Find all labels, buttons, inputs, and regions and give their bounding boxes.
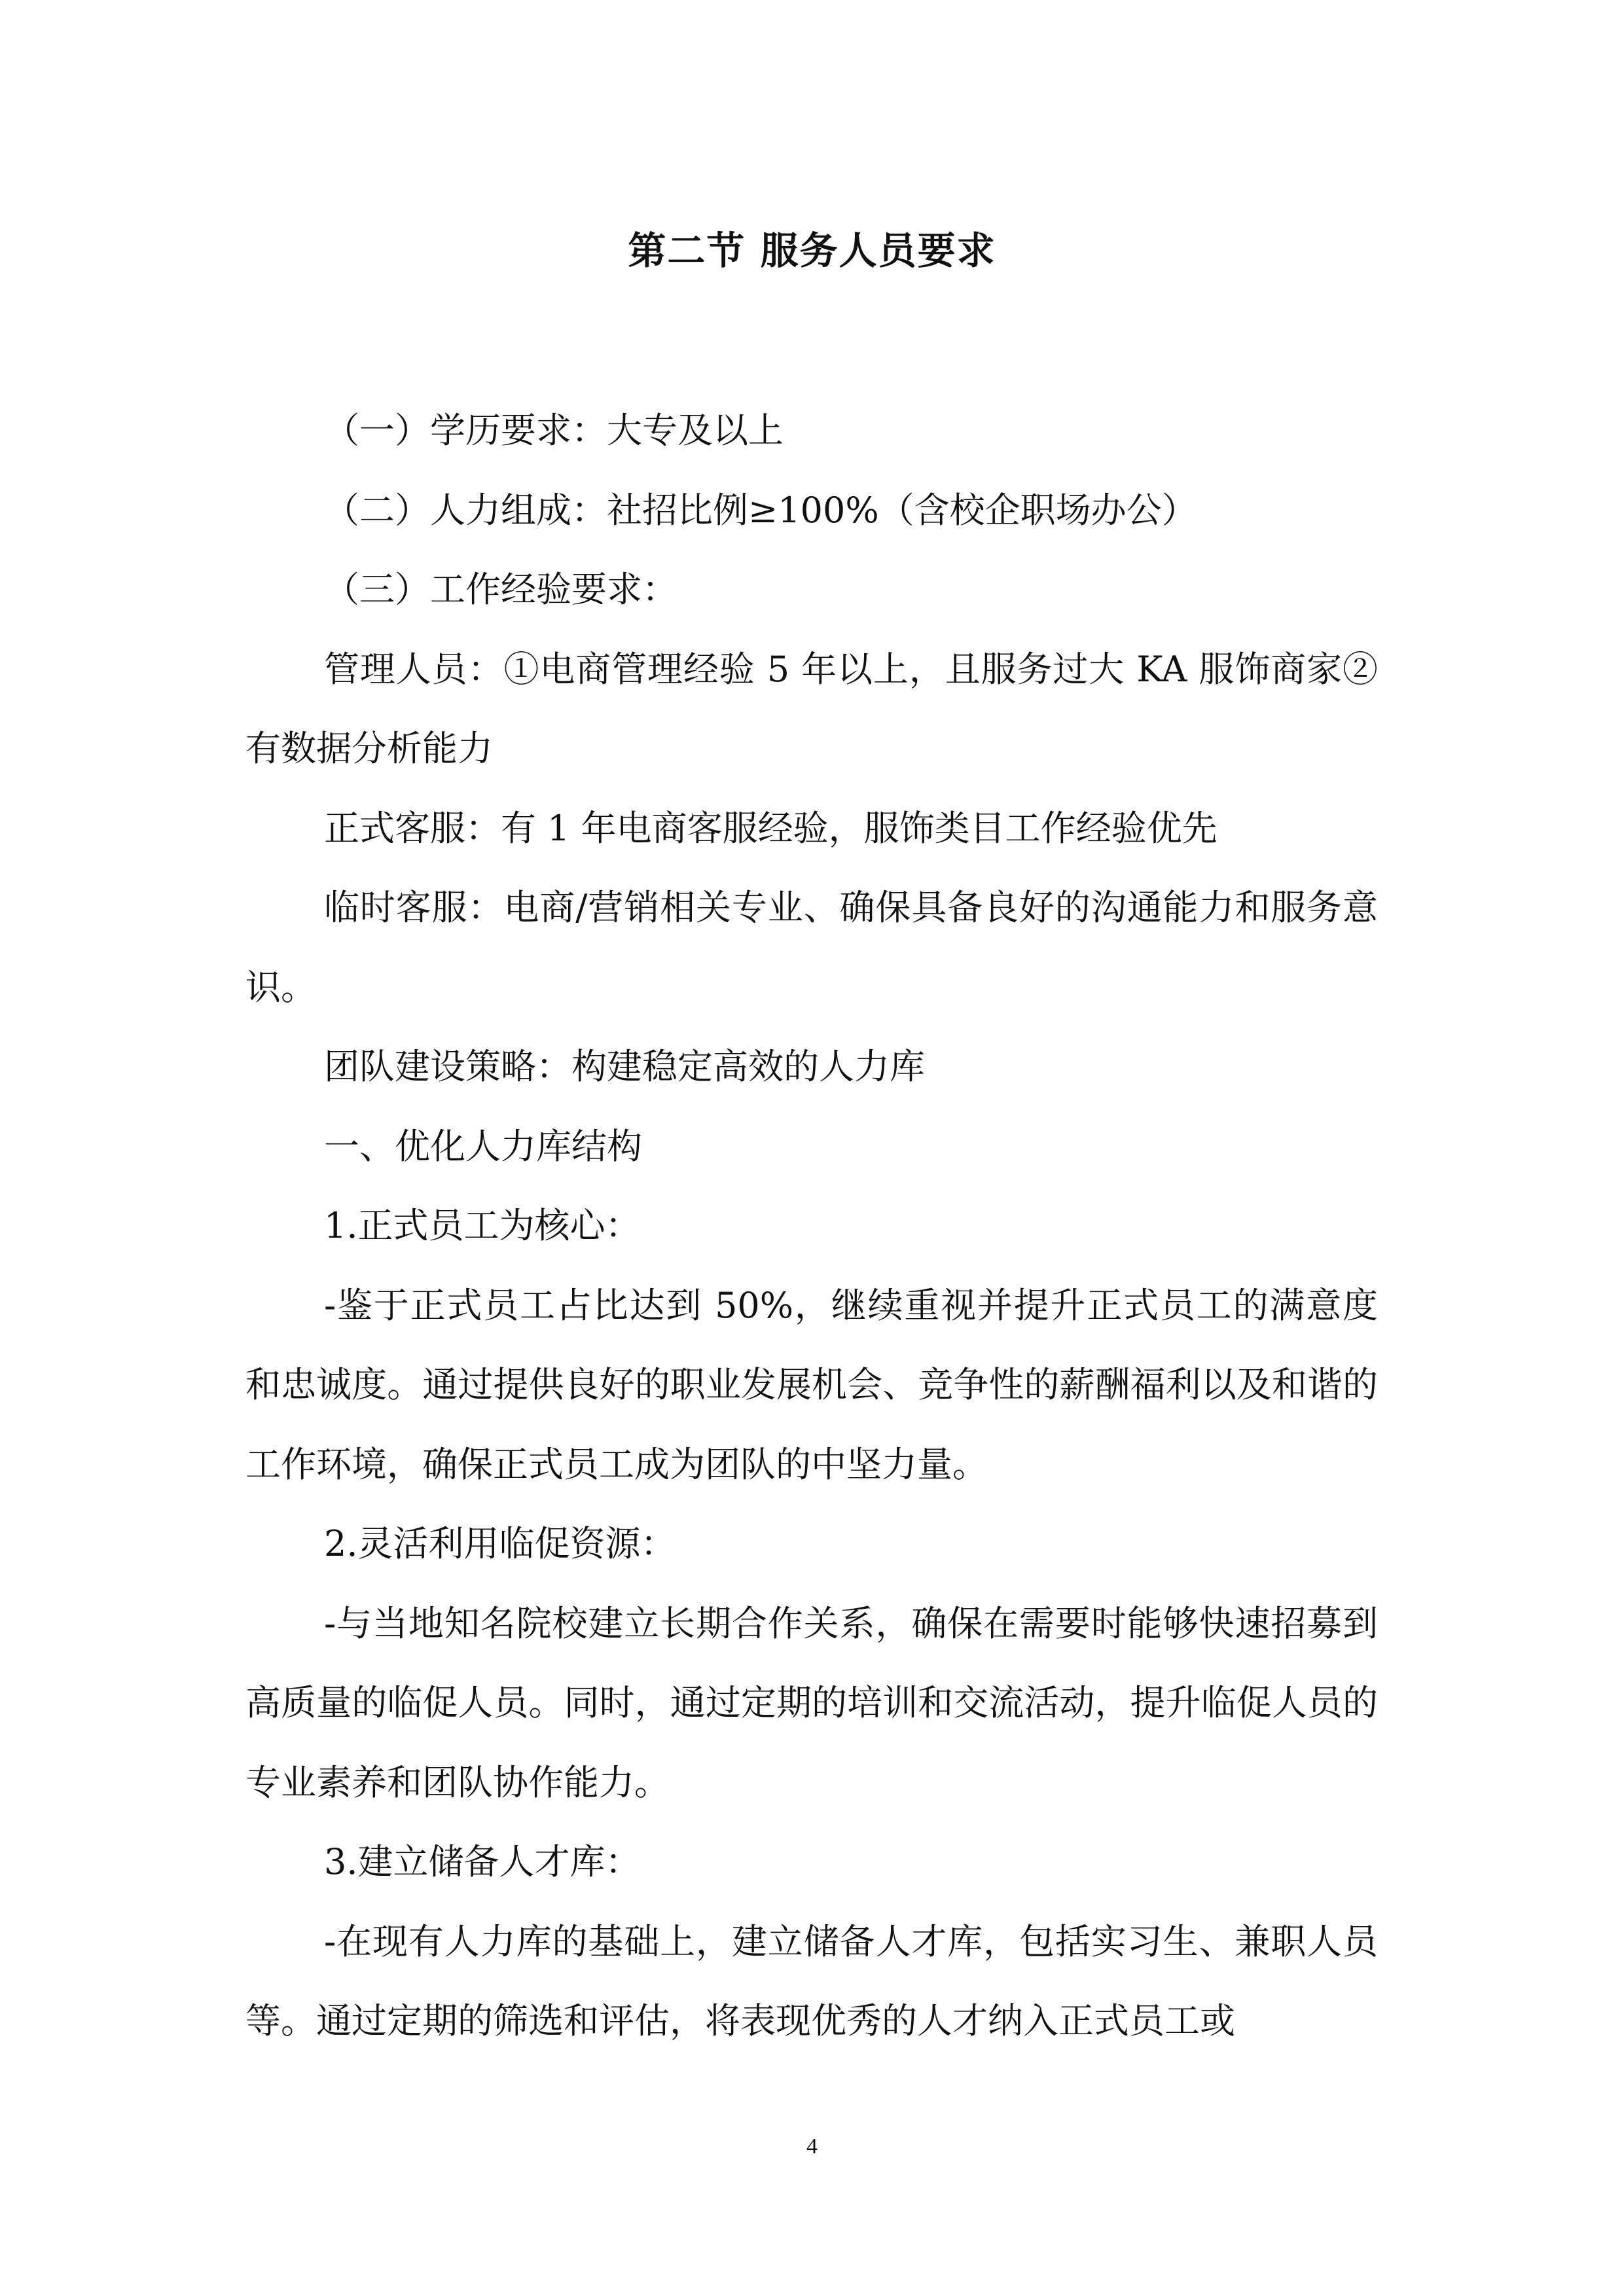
education-requirement: （一）学历要求：大专及以上 bbox=[324, 410, 784, 451]
formal-service-requirement: 正式客服：有 1 年电商客服经验，服饰类目工作经验优先 bbox=[324, 807, 1218, 849]
team-strategy-heading: 团队建设策略：构建稳定高效的人力库 bbox=[324, 1046, 925, 1087]
section-title: 第二节 服务人员要求 bbox=[628, 228, 996, 273]
management-requirement: 管理人员：①电商管理经验 5 年以上，且服务过大 KA 服饰商家②有数据分析能力 bbox=[245, 648, 1378, 769]
talent-pool-heading: 3.建立储备人才库： bbox=[324, 1841, 641, 1882]
workforce-optimization-heading: 一、优化人力库结构 bbox=[324, 1125, 642, 1167]
temporary-resource-description: -与当地知名院校建立长期合作关系，确保在需要时能够快速招募到高质量的临促人员。同时，通过定期的培训和交流活动，提升临促人员的专业素养和团队协作能力。 bbox=[245, 1602, 1378, 1803]
temporary-resource-heading: 2.灵活利用临促资源： bbox=[324, 1523, 676, 1564]
page-number: 4 bbox=[806, 2134, 818, 2159]
core-staff-heading: 1.正式员工为核心： bbox=[324, 1205, 641, 1246]
staffing-composition: （二）人力组成：社招比例≥100%（含校企职场办公） bbox=[324, 489, 1197, 531]
talent-pool-description: -在现有人力库的基础上，建立储备人才库，包括实习生、兼职人员等。通过定期的筛选和评估，将表现优秀的人才纳入正式员工或 bbox=[245, 1920, 1378, 2041]
document-body bbox=[245, 391, 1378, 2061]
temporary-service-requirement: 临时客服：电商/营销相关专业、确保具备良好的沟通能力和服务意识。 bbox=[245, 887, 1378, 1008]
experience-requirement-heading: （三）工作经验要求： bbox=[324, 569, 677, 610]
core-staff-description: -鉴于正式员工占比达到 50%，继续重视并提升正式员工的满意度和忠诚度。通过提供良好的职业发展机会、竞争性的薪酬福利以及和谐的工作环境，确保正式员工成为团队的中坚力量。 bbox=[245, 1284, 1378, 1485]
